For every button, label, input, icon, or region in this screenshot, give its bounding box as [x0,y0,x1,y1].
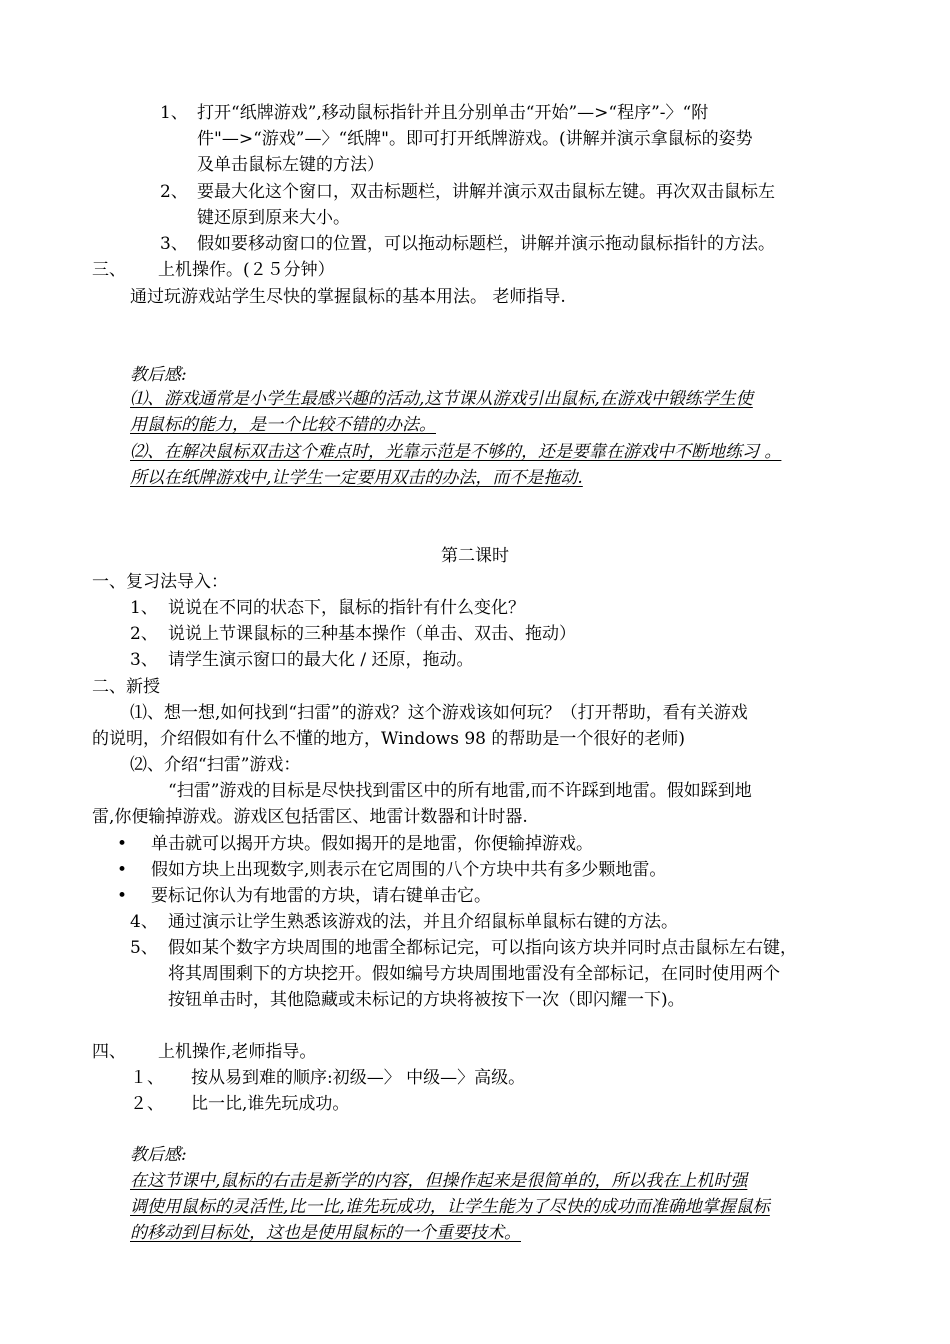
practice-2-text: 比一比,谁先玩成功。 [191,1094,350,1114]
step-1-line-3: 及单击鼠标左键的方法） [197,155,384,175]
section-3-number: 三、 [92,260,126,280]
review-2-number: 2、 [130,624,158,644]
para-1-line-2: 的说明，介绍假如有什么不懂的地方，Windows 98 的帮助是一个很好的老师) [92,729,686,749]
practice-1-number: １、 [130,1068,164,1088]
reflection-1-line-3: ⑵、在解决鼠标双击这个难点时，光靠示范是不够的，还是要靠在游戏中不断地练习 。 [130,442,782,462]
review-1-text: 说说在不同的状态下，鼠标的指针有什么变化？ [168,598,525,618]
step-3-number: 3、 [160,234,188,254]
step-5-line-2: 将其周围剩下的方块挖开。假如编号方块周围地雷没有全部标记，在同时使用两个 [168,964,780,984]
section-3-title: 上机操作。(２５分钟） [158,260,335,280]
bullet-text: 要标记你认为有地雷的方块，请右键单击它。 [151,886,491,906]
step-1-line-2: 件"—>“游戏”—〉“纸牌"。即可打开纸牌游戏。(讲解并演示拿鼠标的姿势 [197,129,753,149]
bullet-icon: • [117,834,128,854]
reflection-1-title: 教后感: [130,365,187,385]
step-4-line-1: 通过演示让学生熟悉该游戏的法，并且介绍鼠标单鼠标右键的方法。 [168,912,678,932]
lesson-2-title: 第二课时 [441,546,509,566]
step-5-line-3: 按钮单击时，其他隐藏或未标记的方块将被按下一次（即闪耀一下)。 [168,990,685,1010]
para-3-line-1: “扫雷”游戏的目标是尽快找到雷区中的所有地雷,而不许踩到地雷。假如踩到地 [168,781,752,801]
reflection-2-line-2: 调使用鼠标的灵活性,比一比,谁先玩成功，让学生能为了尽快的成功而准确地掌握鼠标 [130,1197,770,1217]
step-1-number: 1、 [160,103,188,123]
para-2: ⑵、介绍“扫雷”游戏： [130,755,301,775]
step-4-number: 4、 [130,912,158,932]
reflection-2-title: 教后感: [130,1145,187,1165]
step-3-line-1: 假如要移动窗口的位置，可以拖动标题栏，讲解并演示拖动鼠标指针的方法。 [197,234,775,254]
section-2-heading: 二、新授 [92,677,160,697]
reflection-1-line-2: 用鼠标的能力，是一个比较不错的办法。 [130,415,436,435]
section-3-text: 通过玩游戏站学生尽快的掌握鼠标的基本用法。 老师指导. [130,287,566,307]
reflection-1-line-1: ⑴、游戏通常是小学生最感兴趣的活动,这节课从游戏引出鼠标,在游戏中锻练学生使 [130,389,753,409]
reflection-1-line-4: 所以在纸牌游戏中,让学生一定要用双击的办法，而不是拖动. [130,468,583,488]
practice-2-number: ２、 [130,1094,164,1114]
para-3-line-2: 雷,你便输掉游戏。游戏区包括雷区、地雷计数器和计时器. [92,807,528,827]
review-3-number: 3、 [130,650,158,670]
step-2-line-2: 键还原到原来大小。 [197,208,350,228]
para-1-line-1: ⑴、想一想,如何找到“扫雷”的游戏？这个游戏该如何玩？（打开帮助，看有关游戏 [130,703,748,723]
bullet-icon: • [117,886,128,906]
step-5-line-1: 假如某个数字方块周围的地雷全都标记完，可以指向该方块并同时点击鼠标左右键， [168,938,797,958]
step-2-line-1: 要最大化这个窗口，双击标题栏，讲解并演示双击鼠标左键。再次双击鼠标左 [197,182,775,202]
bullet-item-2 [117,857,666,883]
section-1-heading: 一、复习法导入： [92,572,228,592]
step-5-number: 5、 [130,938,158,958]
section-4-title: 上机操作,老师指导。 [158,1042,317,1062]
practice-1-text: 按从易到难的顺序:初级—〉 中级—〉高级。 [191,1068,526,1088]
bullet-item-3 [117,883,491,909]
review-1-number: 1、 [130,598,158,618]
bullet-text: 单击就可以揭开方块。假如揭开的是地雷，你便输掉游戏。 [151,834,593,854]
bullet-icon: • [117,860,128,880]
bullet-text: 假如方块上出现数字,则表示在它周围的八个方块中共有多少颗地雷。 [151,860,667,880]
section-4-number: 四、 [92,1042,126,1062]
reflection-2-line-1: 在这节课中,鼠标的右击是新学的内容，但操作起来是很简单的，所以我在上机时强 [130,1171,748,1191]
review-3-text: 请学生演示窗口的最大化 / 还原，拖动。 [168,650,474,670]
bullet-item-1 [117,831,593,857]
review-2-text: 说说上节课鼠标的三种基本操作（单击、双击、拖动） [168,624,576,644]
reflection-2-line-3: 的移动到目标处，这也是使用鼠标的一个重要技术。 [130,1223,521,1243]
step-1-line-1: 打开“纸牌游戏”,移动鼠标指针并且分别单击“开始”—>“程序”-〉“附 [197,103,709,123]
step-2-number: 2、 [160,182,188,202]
